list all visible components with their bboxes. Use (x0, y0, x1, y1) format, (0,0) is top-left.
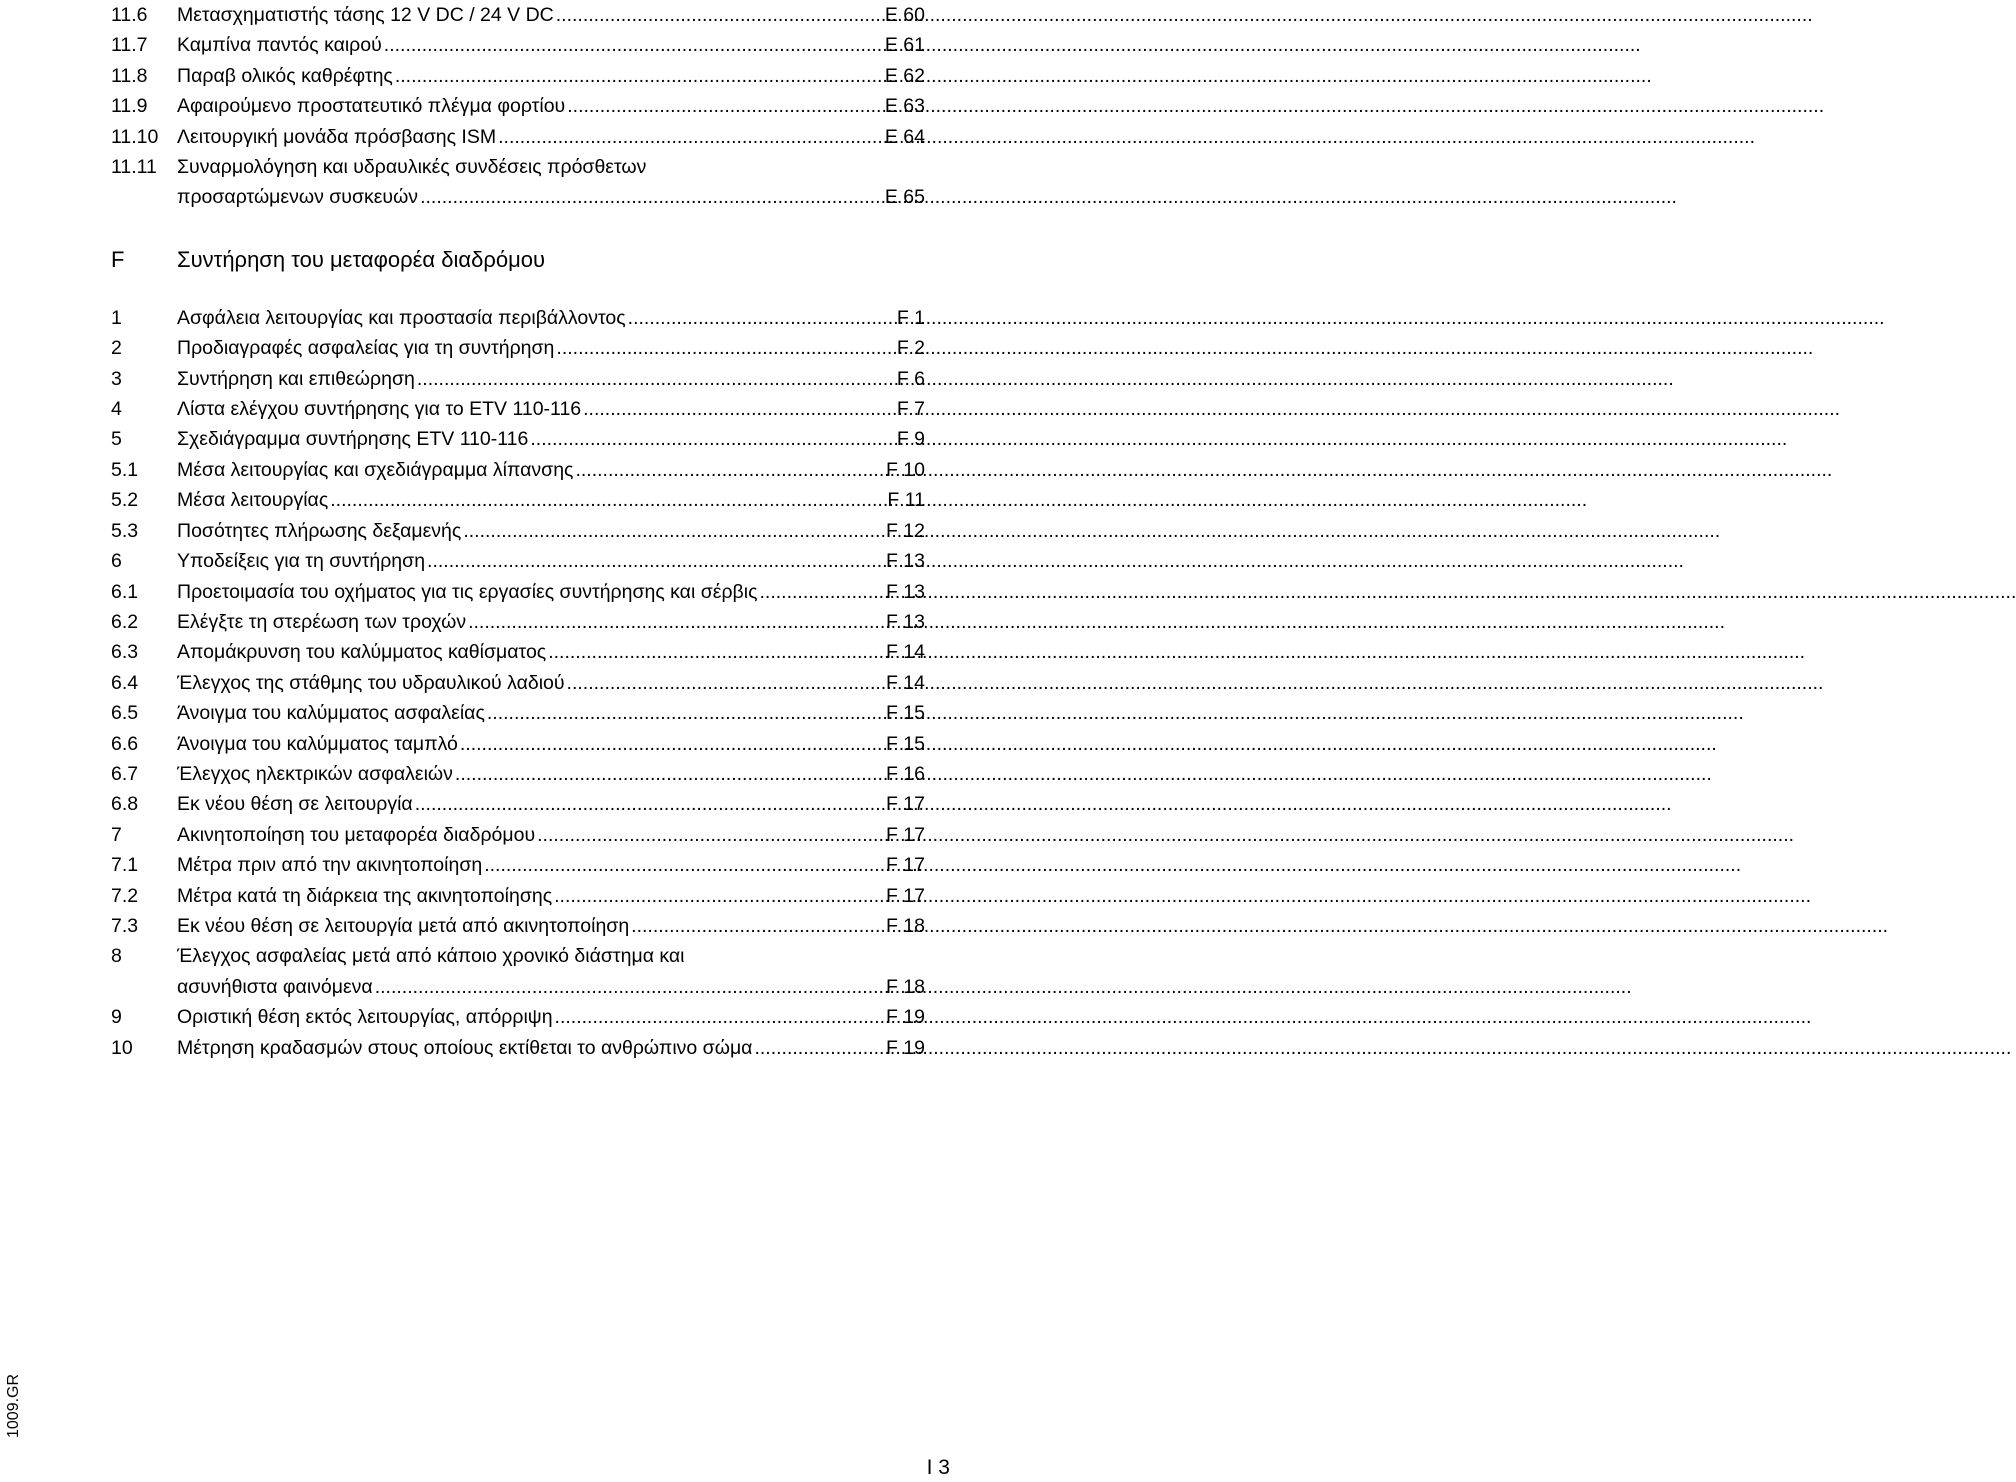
toc-entry-page: F 17 (885, 884, 925, 907)
toc-entry-number: 11.7 (111, 34, 148, 57)
toc-entry-title: Άνοιγμα του καλύμματος ταμπλό (177, 732, 458, 755)
toc-entry-title: Εκ νέου θέση σε λειτουργία (177, 793, 413, 816)
toc-entry[interactable] (111, 729, 925, 759)
toc-entry-number: 11.8 (111, 64, 148, 87)
toc-entry-number: 7.1 (111, 854, 139, 877)
toc-entry-number: 7.3 (111, 914, 139, 937)
toc-entry[interactable] (111, 820, 925, 850)
document-code: 1009.GR (5, 1373, 22, 1438)
dot-leader (375, 972, 884, 1002)
toc-entry-number: 1 (111, 306, 122, 329)
toc-entry-number: 6.2 (111, 610, 139, 633)
toc-entry[interactable] (111, 881, 925, 911)
toc-entry[interactable] (111, 0, 925, 30)
toc-entry-page: F 13 (885, 550, 925, 573)
toc-entry[interactable] (111, 122, 925, 152)
toc-entry-title: Μέσα λειτουργίας και σχεδιάγραμμα λίπανσης (177, 458, 574, 481)
dot-leader (567, 91, 883, 121)
dot-leader (628, 303, 895, 333)
dot-leader (555, 1002, 884, 1032)
toc-entry-page: F 17 (885, 854, 925, 877)
toc-entry[interactable] (111, 607, 925, 637)
toc-entry-number: 6.6 (111, 732, 139, 755)
toc-entry-page: E 62 (884, 64, 925, 87)
dot-leader (556, 0, 883, 30)
toc-entry[interactable] (111, 668, 925, 698)
toc-entry-number: 7.2 (111, 884, 139, 907)
toc-list-f (111, 303, 925, 942)
toc-entry-title: Συναρμολόγηση και υδραυλικές συνδέσεις πρόσθετων (177, 156, 647, 179)
toc-entry-title: Υποδείξεις για τη συντήρηση (177, 550, 426, 573)
toc-entry-number: 6.4 (111, 671, 139, 694)
toc-entry-title-continued: προσαρτώμενων συσκευών (177, 186, 419, 209)
toc-entry-title: Οριστική θέση εκτός λειτουργίας, απόρριψη (177, 1006, 553, 1029)
toc-entry-number: 4 (111, 398, 122, 421)
toc-entry-page: F 9 (896, 428, 925, 451)
toc-entry-title: Μέτρηση κραδασμών στους οποίους εκτίθεται το ανθρώπινο σώμα (177, 1036, 753, 1059)
toc-entry-number: 10 (111, 1036, 133, 1059)
dot-leader (455, 759, 884, 789)
toc-entry-title: Ακινητοποίηση του μεταφορέα διαδρόμου (177, 823, 536, 846)
toc-entry[interactable] (111, 394, 925, 424)
toc-entry-page: F 16 (885, 762, 925, 785)
toc-entry[interactable] (111, 91, 925, 121)
toc-entry-number: 6.8 (111, 793, 139, 816)
toc-entry-page: F 14 (885, 671, 925, 694)
toc-entry[interactable] (111, 455, 925, 485)
toc-entry[interactable] (111, 61, 925, 91)
toc-entry-number: 7 (111, 823, 122, 846)
dot-leader (575, 455, 884, 485)
dot-leader (567, 668, 884, 698)
toc-entry-title: Αφαιρούμενο προστατευτικό πλέγμα φορτίου (177, 95, 566, 118)
toc-entry-page: F 15 (885, 732, 925, 755)
toc-entry-number: 6.7 (111, 762, 139, 785)
toc-entry-page: F 7 (896, 398, 925, 421)
toc-entry-number: 5.2 (111, 489, 139, 512)
toc-entry-title: Λίστα ελέγχου συντήρησης για το ETV 110-116 (177, 398, 582, 421)
toc-entry-number: 6.5 (111, 702, 139, 725)
toc-entry[interactable] (111, 485, 925, 515)
toc-list-end (111, 1002, 925, 1063)
toc-entry-page: E 61 (884, 34, 925, 57)
dot-leader (631, 911, 884, 941)
toc-entry-number: 9 (111, 1006, 122, 1029)
toc-entry-number: 6.3 (111, 641, 139, 664)
toc-entry-page: F 1 (896, 306, 925, 329)
toc-entry-number: 11.6 (111, 4, 148, 26)
dot-leader (484, 850, 884, 880)
toc-entry[interactable] (111, 1033, 925, 1063)
toc-entry-page: F 17 (885, 823, 925, 846)
toc-entry-title: Μετασχηματιστής τάσης 12 V DC / 24 V DC (177, 4, 554, 26)
toc-entry[interactable] (111, 303, 925, 333)
toc-entry-page: F 15 (885, 702, 925, 725)
toc-entry-title: Ελέγξτε τη στερέωση των τροχών (177, 610, 467, 633)
toc-entry-number: 5.3 (111, 519, 139, 542)
toc-entry-title: Μέσα λειτουργίας (177, 489, 329, 512)
toc-entry-title: Άνοιγμα του καλύμματος ασφαλείας (177, 702, 485, 725)
toc-entry[interactable] (111, 941, 925, 1002)
toc-entry-page: E 64 (884, 125, 925, 148)
dot-leader (537, 820, 884, 850)
toc-entry[interactable] (111, 424, 925, 454)
dot-leader (384, 30, 883, 60)
dot-leader (554, 881, 884, 911)
toc-entry-number: 5 (111, 428, 122, 451)
toc-entry-page: F 17 (885, 793, 925, 816)
toc-entry-number: 11.10 (111, 125, 159, 148)
toc-entry-number: 11.11 (111, 156, 157, 179)
toc-entry-title: Ασφάλεια λειτουργίας και προστασία περιβάλλοντος (177, 306, 626, 329)
dot-leader (498, 122, 883, 152)
toc-entry[interactable] (111, 546, 925, 576)
table-of-contents (111, 0, 925, 1063)
toc-entry[interactable] (111, 759, 925, 789)
toc-entry-page: F 6 (896, 367, 925, 390)
toc-entry-number: 6.1 (111, 580, 139, 603)
dot-leader (420, 182, 883, 212)
dot-leader (556, 333, 894, 363)
toc-entry-title: Συντήρηση και επιθεώρηση (177, 367, 415, 390)
toc-entry[interactable] (111, 698, 925, 728)
toc-entry[interactable] (111, 577, 925, 607)
toc-entry-title: Σχεδιάγραμμα συντήρησης ETV 110-116 (177, 428, 529, 451)
toc-entry-title: Μέτρα πριν από την ακινητοποίηση (177, 854, 483, 877)
toc-entry-title: Παραβ ολικός καθρέφτης (177, 64, 393, 87)
dot-leader (427, 546, 884, 576)
toc-entry-page: F 12 (885, 519, 925, 542)
toc-entry-page: F 18 (885, 975, 925, 998)
toc-entry-page: E 63 (884, 95, 925, 118)
toc-entry-title: Απομάκρυνση του καλύμματος καθίσματος (177, 641, 547, 664)
toc-entry[interactable] (111, 333, 925, 363)
dot-leader (395, 61, 883, 91)
toc-entry[interactable] (111, 637, 925, 667)
dot-leader (415, 789, 884, 819)
toc-entry-number: 3 (111, 367, 122, 390)
toc-entry-title-continued: ασυνήθιστα φαινόμενα (177, 975, 373, 998)
toc-entry-title: Μέτρα κατά τη διάρκεια της ακινητοποίησης (177, 884, 553, 907)
dot-leader (417, 364, 895, 394)
toc-entry-title: Έλεγχος ασφαλείας μετά από κάποιο χρονικό διάστημα και (177, 945, 685, 968)
section-title: Συντήρηση του μεταφορέα διαδρόμου (177, 246, 546, 272)
toc-entry-title: Προδιαγραφές ασφαλείας για τη συντήρηση (177, 337, 555, 360)
dot-leader (754, 1033, 884, 1063)
dot-leader (583, 394, 895, 424)
toc-entry-title: Έλεγχος ηλεκτρικών ασφαλειών (177, 762, 453, 785)
dot-leader (548, 637, 884, 667)
toc-entry[interactable] (111, 152, 925, 213)
toc-entry-title: Ποσότητες πλήρωσης δεξαμενής (177, 519, 462, 542)
section-letter: F (111, 246, 125, 272)
page-number: I 3 (926, 1456, 950, 1479)
toc-entry[interactable] (111, 911, 925, 941)
toc-entry[interactable] (111, 516, 925, 546)
toc-entry-number: 11.9 (111, 95, 148, 118)
dot-leader (468, 607, 884, 637)
toc-entry-number: 6 (111, 550, 122, 573)
toc-entry-page: F 19 (885, 1006, 925, 1029)
toc-entry-page: E 60 (884, 4, 925, 26)
toc-list-e (111, 0, 925, 152)
dot-leader (487, 698, 884, 728)
section-heading (111, 245, 925, 275)
dot-leader (330, 485, 885, 515)
toc-entry-page: F 19 (885, 1036, 925, 1059)
dot-leader (530, 424, 894, 454)
toc-entry-page: F 14 (885, 641, 925, 664)
toc-entry[interactable] (111, 364, 925, 394)
toc-entry[interactable] (111, 789, 925, 819)
toc-entry-page: F 11 (887, 489, 925, 512)
toc-entry-title: Καμπίνα παντός καιρού (177, 34, 382, 57)
toc-entry-page: F 2 (896, 337, 925, 360)
toc-entry-page: F 10 (885, 458, 925, 481)
toc-entry-number: 5.1 (111, 458, 139, 481)
toc-entry[interactable] (111, 1002, 925, 1032)
toc-entry-page: F 13 (885, 610, 925, 633)
toc-entry-page: F 18 (885, 914, 925, 937)
toc-entry-title: Προετοιμασία του οχήματος για τις εργασίες συντήρησης και σέρβις (177, 580, 758, 603)
toc-entry-number: 8 (111, 945, 122, 968)
toc-entry-number: 2 (111, 337, 122, 360)
toc-entry-title: Έλεγχος της στάθμης του υδραυλικού λαδιού (177, 671, 565, 694)
dot-leader (463, 516, 884, 546)
toc-entry-page: E 65 (884, 186, 925, 209)
dot-leader (759, 577, 883, 607)
toc-entry[interactable] (111, 30, 925, 60)
toc-entry[interactable] (111, 850, 925, 880)
dot-leader (460, 729, 884, 759)
toc-entry-title: Εκ νέου θέση σε λειτουργία μετά από ακινητοποίηση (177, 914, 630, 937)
toc-entry-page: F 13 (885, 580, 925, 603)
toc-entry-title: Λειτουργική μονάδα πρόσβασης ISM (177, 125, 497, 148)
